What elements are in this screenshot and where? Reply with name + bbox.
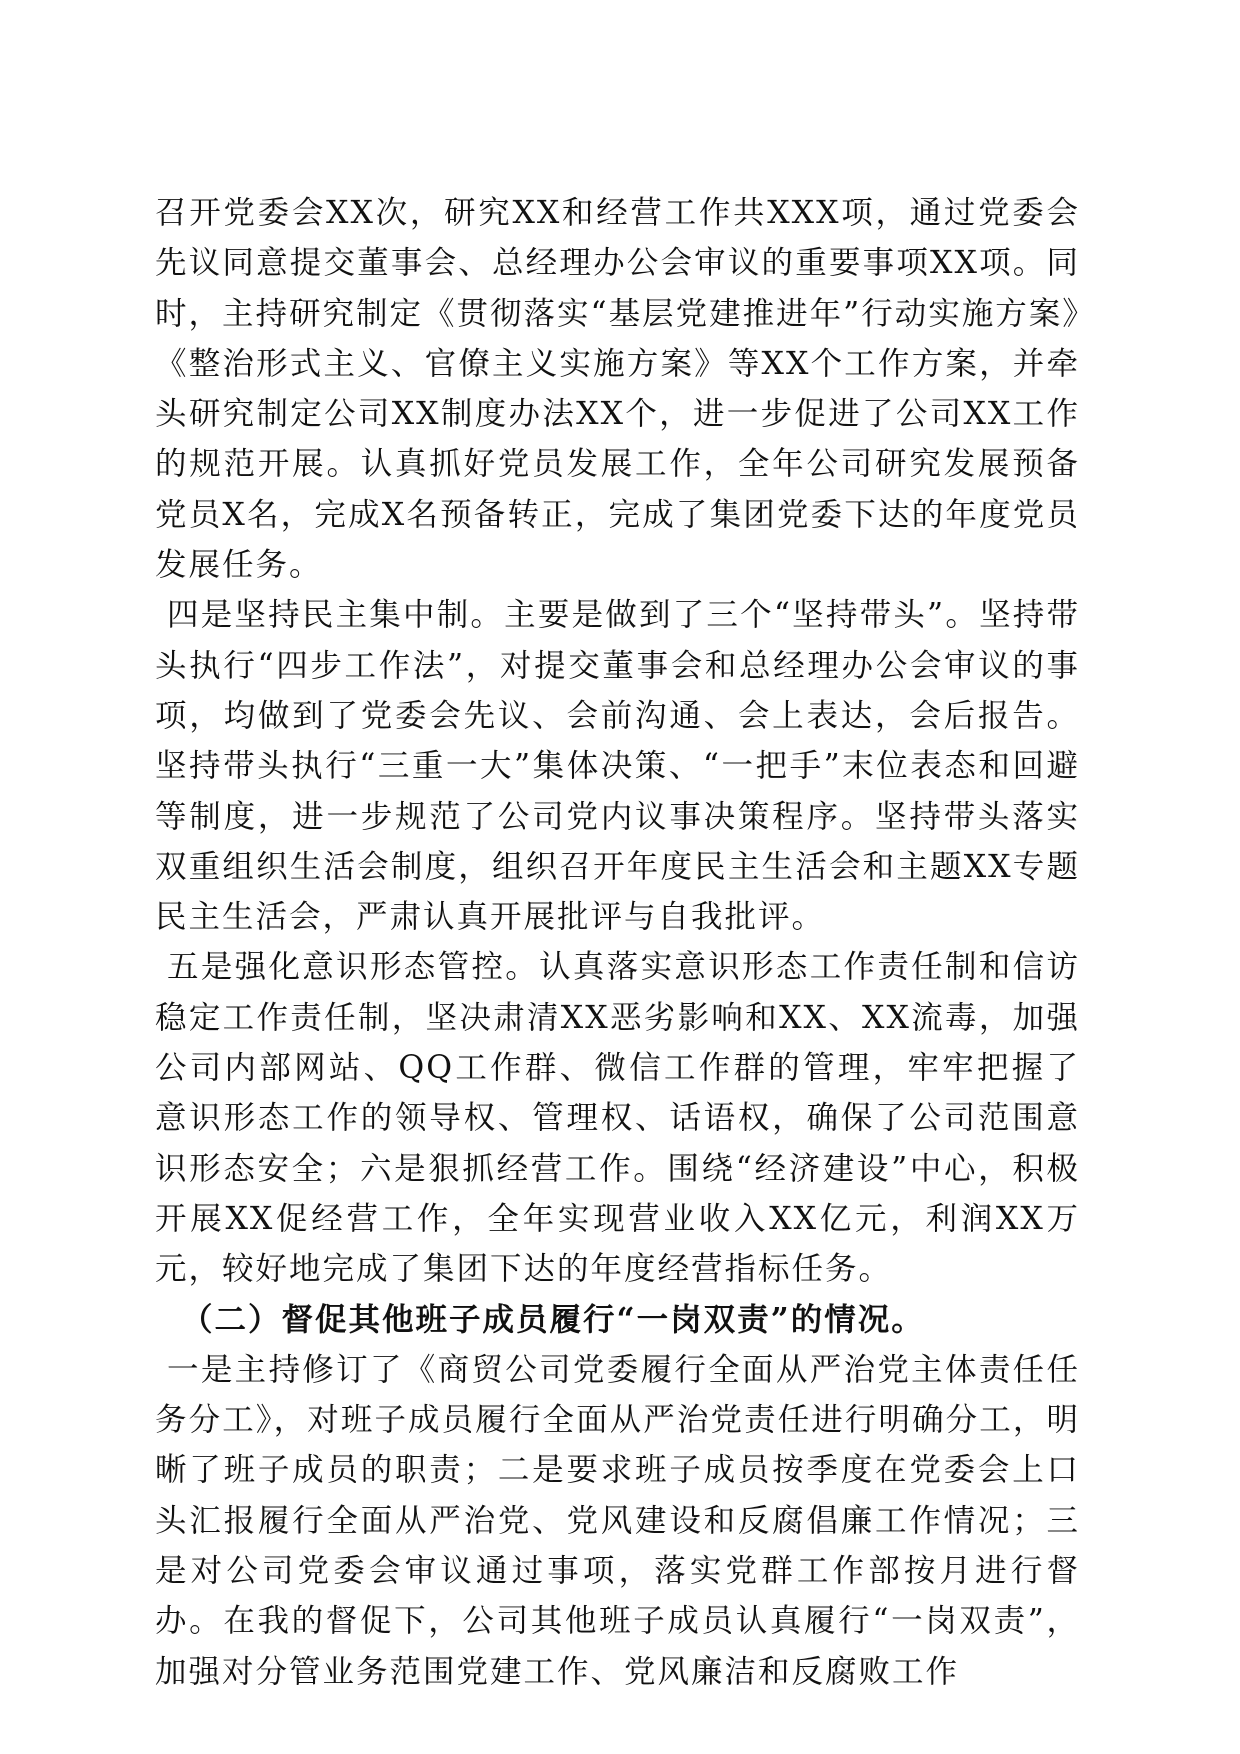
paragraph-ideology-control: 五是强化意识形态管控。认真落实意识形态工作责任制和信访稳定工作责任制，坚决肃清XX恶劣影响和XX、XX流毒，加强公司内部网站、QQ工作群、微信工作群的管理，牢牢把握了意识形态工作的领导权、管理权、话语权，确保了公司范围意识形态安全；六是狠抓经营工作。围绕“经济建设”中心，积极开展XX促经营工作，全年实现营业收入XX亿元，利润XX万元，较好地完成了集团下达的年度经营指标任务。 (155, 949, 1080, 1288)
paragraph-democratic-centralism: 四是坚持民主集中制。主要是做到了三个“坚持带头”。坚持带头执行“四步工作法”，对提交董事会和总经理办公会审议的事项，均做到了党委会先议、会前沟通、会上表达，会后报告。坚持带头执行“三重一大”集体决策、“一把手”末位表态和回避等制度，进一步规范了公司党内议事决策程序。坚持带头落实双重组织生活会制度，组织召开年度民主生活会和主题XX专题民主生活会，严肃认真开展批评与自我批评。 (155, 597, 1080, 936)
paragraph-party-committee-meetings: 召开党委会XX次，研究XX和经营工作共XXX项，通过党委会先议同意提交董事会、总经理办公会审议的重要事项XX项。同时，主持研究制定《贯彻落实“基层党建推进年”行动实施方案》《整治形式主义、官僚主义实施方案》等XX个工作方案，并牵头研究制定公司XX制度办法XX个，进一步促进了公司XX工作的规范开展。认真抓好党员发展工作，全年公司研究发展预备党员X名，完成X名预备转正，完成了集团党委下达的年度党员发展任务。 (155, 195, 1080, 584)
paragraph-supervision-measures: 一是主持修订了《商贸公司党委履行全面从严治党主体责任任务分工》，对班子成员履行全面从严治党责任进行明确分工，明晰了班子成员的职责；二是要求班子成员按季度在党委会上口头汇报履行全面从严治党、党风建设和反腐倡廉工作情况；三是对公司党委会审议通过事项，落实党群工作部按月进行督办。在我的督促下，公司其他班子成员认真履行“一岗双责”，加强对分管业务范围党建工作、党风廉洁和反腐败工作 (155, 1351, 1080, 1690)
section-heading-one-post-two-duties: （二）督促其他班子成员履行“一岗双责”的情况。 (181, 1300, 925, 1338)
body-text (155, 188, 1080, 1697)
